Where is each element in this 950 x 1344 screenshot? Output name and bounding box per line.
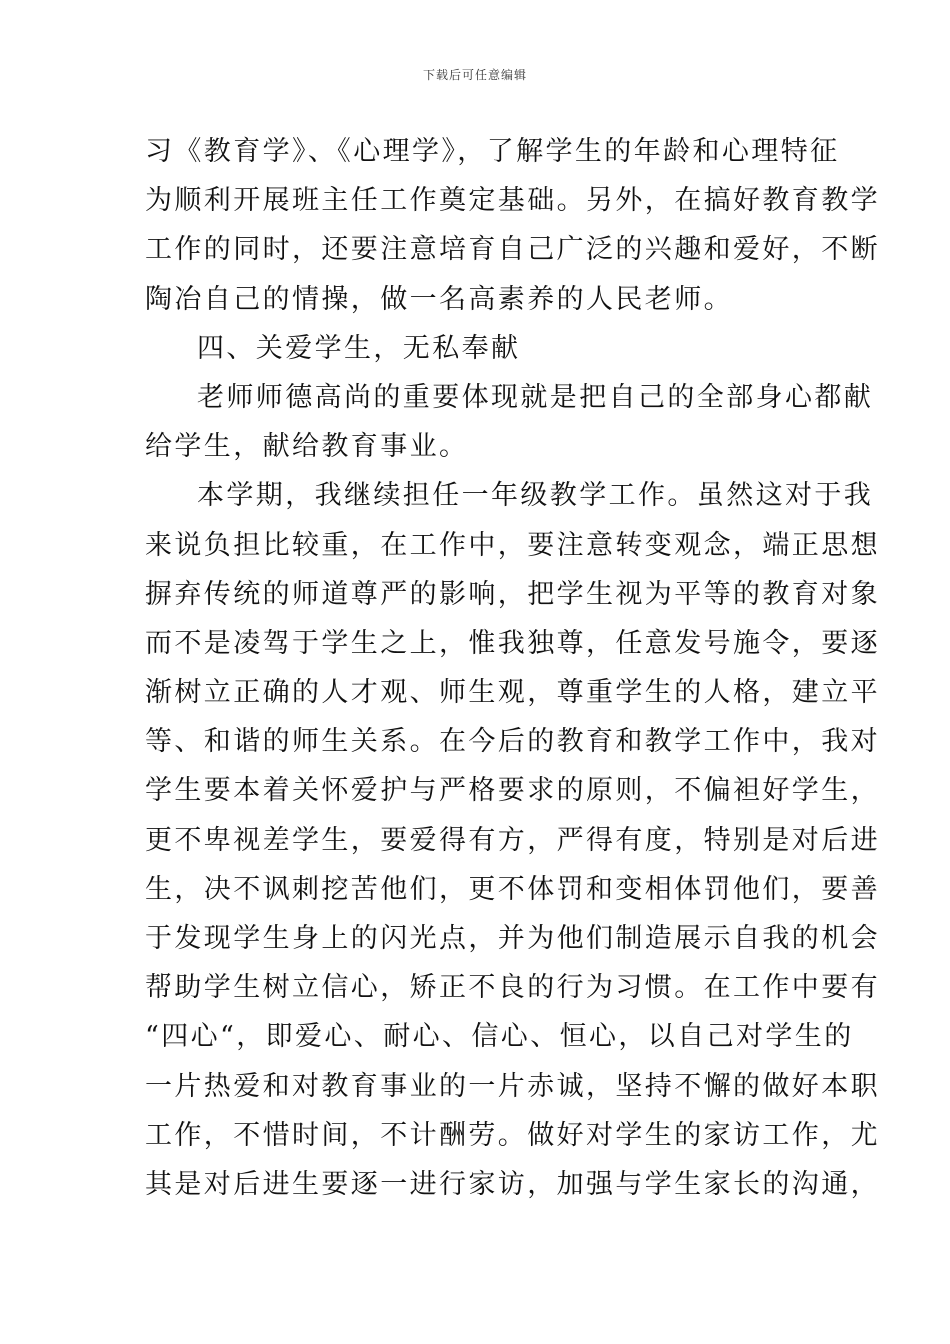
text-line: 帮助学生树立信心，矫正不良的行为习惯。在工作中要有 <box>145 972 880 1004</box>
text-line: 老师师德高尚的重要体现就是把自己的全部身心都献 <box>197 381 874 413</box>
text-line: 工作，不惜时间，不计酬劳。做好对学生的家访工作，尤 <box>145 1119 880 1151</box>
text-line: 为顺利开展班主任工作奠定基础。另外，在搞好教育教学 <box>145 185 880 217</box>
text-line: 而不是凌驾于学生之上，惟我独尊，任意发号施令，要逐 <box>145 627 880 659</box>
section-heading: 四、关爱学生，无私奉献 <box>197 332 521 364</box>
text-line: 学生要本着关怀爱护与严格要求的原则，不偏袒好学生， <box>145 775 880 807</box>
text-line: 更不卑视差学生，要爱得有方，严得有度，特别是对后进 <box>145 824 880 856</box>
text-line: 于发现学生身上的闪光点，并为他们制造展示自我的机会 <box>145 923 880 954</box>
text-line: 生，决不讽刺挖苦他们，更不体罚和变相体罚他们，要善 <box>145 873 880 905</box>
text-line: 陶冶自己的情操，做一名高素养的人民老师。 <box>145 283 733 315</box>
body-text <box>145 127 880 1209</box>
text-line: 工作的同时，还要注意培育自己广泛的兴趣和爱好，不断 <box>145 234 880 266</box>
text-line: 摒弃传统的师道尊严的影响，把学生视为平等的教育对象 <box>145 578 880 610</box>
text-line: 一片热爱和对教育事业的一片赤诚，坚持不懈的做好本职 <box>145 1070 880 1102</box>
text-line: 本学期，我继续担任一年级教学工作。虽然这对于我 <box>197 480 874 512</box>
text-line: “四心“，即爱心、耐心、信心、恒心，以自己对学生的 <box>145 1021 854 1053</box>
text-line: 来说负担比较重，在工作中，要注意转变观念，端正思想 <box>145 529 880 561</box>
text-line: 等、和谐的师生关系。在今后的教育和教学工作中，我对 <box>145 726 880 758</box>
text-line: 渐树立正确的人才观、师生观，尊重学生的人格，建立平 <box>145 677 880 709</box>
text-line: 其是对后进生要逐一进行家访，加强与学生家长的沟通， <box>145 1168 880 1200</box>
header-note: 下载后可任意编辑 <box>422 68 527 82</box>
text-line: 习《教育学》、《心理学》，了解学生的年龄和心理特征 <box>145 136 840 167</box>
text-line: 给学生，献给教育事业。 <box>145 431 469 463</box>
